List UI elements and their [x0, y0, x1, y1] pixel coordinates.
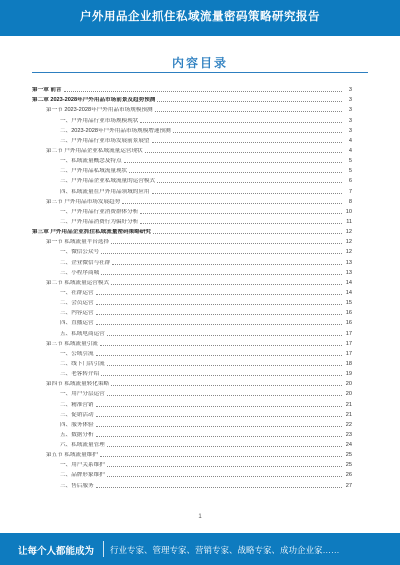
- toc-leader-dots: [107, 335, 342, 336]
- toc-entry-label: 第三节 私域流量引流: [46, 340, 98, 347]
- toc-entry-page: 6: [348, 178, 352, 185]
- toc-leader-dots: [101, 274, 342, 275]
- toc-entry-page: 11: [346, 218, 352, 225]
- toc-entry-label: 四、服务体验: [60, 421, 94, 428]
- toc-leader-dots: [107, 466, 342, 467]
- toc-leader-dots: [96, 426, 342, 427]
- toc-leader-dots: [111, 385, 342, 386]
- toc-entry-label: 一、户外用品行业市场规模现状: [60, 117, 139, 124]
- footer-slogan: 让每个人都能成为: [18, 546, 95, 557]
- toc-entry-label: 一、私域流量概念及特点: [60, 158, 122, 165]
- toc-entry[interactable]: [32, 357, 352, 367]
- toc-entry[interactable]: [32, 235, 352, 245]
- toc-entry-label: 第二章 2023-2028年户外用品市场前景及趋势预测: [32, 97, 156, 104]
- toc-entry-label: 一、公域引流: [60, 350, 94, 357]
- toc-entry-page: 7: [348, 188, 352, 195]
- footer-bar: [0, 533, 400, 565]
- toc-entry[interactable]: [32, 174, 352, 184]
- toc-entry-label: 二、会员运营: [60, 300, 94, 307]
- toc-entry[interactable]: [32, 205, 352, 215]
- toc-entry[interactable]: [32, 387, 352, 397]
- toc-leader-dots: [173, 132, 342, 133]
- toc-leader-dots: [124, 162, 342, 163]
- toc-entry[interactable]: [32, 103, 352, 113]
- toc-entry-label: 第二节 户外用品企业私域流量运营现状: [46, 147, 143, 154]
- toc-entry-label: 四、私域流量在户外用品领域的应用: [60, 188, 150, 195]
- toc-entry-label: 一、户外用品行业消费群体分析: [60, 208, 139, 215]
- toc-leader-dots: [107, 395, 342, 396]
- toc-leader-dots: [101, 375, 342, 376]
- toc-entry-label: 二、户外用品消费行为偏好分析: [60, 218, 139, 225]
- toc-entry-label: 三、售后服务: [60, 482, 94, 489]
- toc-entry-page: 16: [345, 320, 352, 327]
- toc-leader-dots: [129, 172, 342, 173]
- toc-entry-page: 3: [348, 97, 352, 104]
- toc-entry-label: 一、用户关系维护: [60, 462, 105, 469]
- toc-entry-label: 二、线下门店引流: [60, 360, 105, 367]
- toc-entry-page: 5: [348, 158, 352, 165]
- toc-entry-page: 22: [345, 421, 352, 428]
- toc-heading: 内容目录: [171, 56, 228, 70]
- toc-entry[interactable]: [32, 347, 352, 357]
- toc-entry[interactable]: [32, 296, 352, 306]
- toc-entry[interactable]: [32, 397, 352, 407]
- toc-entry-label: 第四节 私域流量转化策略: [46, 381, 110, 388]
- toc-entry-label: 一、用户分层运营: [60, 391, 105, 398]
- toc-entry-page: 12: [345, 249, 352, 256]
- toc-entry-page: 10: [345, 208, 352, 215]
- toc-leader-dots: [140, 122, 342, 123]
- toc-entry[interactable]: [32, 458, 352, 468]
- toc-entry-page: 23: [345, 431, 352, 438]
- toc-entry-page: 3: [348, 127, 352, 134]
- toc-leader-dots: [96, 324, 342, 325]
- toc-entry-page: 8: [348, 198, 352, 205]
- toc-leader-dots: [157, 182, 342, 183]
- toc-entry-label: 第五节 私域流量维护: [46, 452, 98, 459]
- toc-leader-dots: [112, 264, 342, 265]
- footer-tagline: 行业专家、管理专家、营销专家、战略专家、成功企业家……: [110, 545, 340, 555]
- toc-entry[interactable]: [32, 276, 352, 286]
- toc-entry-label: 二、户外用品私域流量现状: [60, 168, 128, 175]
- toc-entry-label: 三、内容运营: [60, 310, 94, 317]
- toc-entry[interactable]: [32, 428, 352, 438]
- toc-entry[interactable]: [32, 195, 352, 205]
- header-bar: [0, 0, 400, 36]
- toc-entry-label: 二、品牌形象维护: [60, 472, 105, 479]
- toc-leader-dots: [107, 476, 342, 477]
- toc-entry[interactable]: [32, 154, 352, 164]
- toc-entry-label: 第三章 户外用品企业抓住私域流量密码策略研究: [32, 229, 152, 236]
- toc-entry-page: 12: [345, 229, 352, 236]
- toc-entry[interactable]: [32, 448, 352, 458]
- toc-entry[interactable]: [32, 468, 352, 478]
- toc-entry[interactable]: [32, 266, 352, 276]
- toc-entry-page: 21: [345, 411, 352, 418]
- toc-entry-page: 13: [345, 259, 352, 266]
- toc-entry-page: 21: [345, 401, 352, 408]
- toc-entry-label: 三、户外用品行业市场发展前景展望: [60, 137, 150, 144]
- toc-entry[interactable]: [32, 478, 352, 488]
- toc-entry[interactable]: [32, 184, 352, 194]
- toc-entry-page: 26: [345, 472, 352, 479]
- toc-entry-page: 18: [345, 360, 352, 367]
- toc-entry-page: 4: [348, 147, 352, 154]
- toc-leader-dots: [96, 436, 342, 437]
- toc-leader-dots: [111, 243, 342, 244]
- toc-leader-dots: [64, 91, 342, 92]
- toc-leader-dots: [96, 406, 342, 407]
- toc-entry-label: 二、精准营销: [60, 401, 94, 408]
- toc-entry-label: 第一节 私域流量平台选择: [46, 239, 110, 246]
- toc-entry[interactable]: [32, 286, 352, 296]
- toc-entry[interactable]: [32, 316, 352, 326]
- toc-divider: [32, 72, 368, 73]
- toc-entry-page: 19: [345, 371, 352, 378]
- toc-leader-dots: [153, 233, 342, 234]
- toc-leader-dots: [101, 253, 342, 254]
- toc-entry[interactable]: [32, 164, 352, 174]
- toc-entry-page: 20: [345, 381, 352, 388]
- toc-entry[interactable]: [32, 144, 352, 154]
- toc-leader-dots: [96, 314, 342, 315]
- toc-entry-page: 14: [345, 289, 352, 296]
- toc-entry-page: 13: [345, 269, 352, 276]
- toc-entry-label: 第三节 户外用品市场发展趋势: [46, 198, 121, 205]
- toc-entry-label: 三、小程序商城: [60, 269, 100, 276]
- toc-entry-page: 5: [348, 168, 352, 175]
- toc-entry[interactable]: [32, 93, 352, 103]
- toc-leader-dots: [96, 487, 342, 488]
- toc-entry[interactable]: [32, 377, 352, 387]
- toc-entry-page: 3: [348, 107, 352, 114]
- toc-entry-label: 三、户外用品企业私域流量的运营模式: [60, 178, 156, 185]
- toc-leader-dots: [107, 365, 342, 366]
- toc-entry[interactable]: [32, 113, 352, 123]
- table-of-contents: [32, 83, 352, 489]
- toc-entry-label: 一、社群运营: [60, 289, 94, 296]
- toc-entry-label: 四、直播运营: [60, 320, 94, 327]
- toc-entry-label: 第二节 私域流量运营模式: [46, 279, 110, 286]
- toc-entry[interactable]: [32, 134, 352, 144]
- toc-entry[interactable]: [32, 215, 352, 225]
- toc-leader-dots: [96, 355, 342, 356]
- toc-leader-dots: [155, 111, 342, 112]
- toc-leader-dots: [122, 203, 342, 204]
- page-number: 1: [198, 514, 202, 520]
- toc-entry[interactable]: [32, 337, 352, 347]
- toc-leader-dots: [96, 416, 342, 417]
- toc-leader-dots: [96, 294, 342, 295]
- footer-divider: [103, 541, 104, 557]
- toc-entry-page: 4: [348, 137, 352, 144]
- toc-entry-label: 第一节 2023-2028年户外用品市场规模预测: [46, 107, 153, 114]
- toc-entry-page: 14: [345, 279, 352, 286]
- toc-entry-page: 15: [345, 300, 352, 307]
- toc-entry[interactable]: [32, 225, 352, 235]
- toc-entry-page: 24: [345, 442, 352, 449]
- toc-entry[interactable]: [32, 408, 352, 418]
- toc-entry[interactable]: [32, 124, 352, 134]
- toc-leader-dots: [100, 456, 342, 457]
- toc-entry-page: 3: [348, 117, 352, 124]
- toc-entry[interactable]: [32, 306, 352, 316]
- toc-entry-label: 第一章 前言: [32, 87, 62, 94]
- toc-entry-page: 20: [345, 391, 352, 398]
- toc-entry[interactable]: [32, 255, 352, 265]
- toc-entry-page: 12: [345, 239, 352, 246]
- toc-leader-dots: [157, 101, 342, 102]
- toc-entry[interactable]: [32, 438, 352, 448]
- toc-leader-dots: [152, 193, 342, 194]
- toc-leader-dots: [96, 304, 342, 305]
- toc-entry[interactable]: [32, 367, 352, 377]
- document-title: 户外用品企业抓住私域流量密码策略研究报告: [80, 11, 320, 23]
- toc-entry-label: 一、微信公众号: [60, 249, 100, 256]
- toc-entry-page: 25: [345, 452, 352, 459]
- toc-leader-dots: [140, 223, 342, 224]
- toc-entry-label: 三、老客转介绍: [60, 371, 100, 378]
- toc-entry-page: 27: [345, 482, 352, 489]
- toc-leader-dots: [100, 345, 342, 346]
- toc-leader-dots: [140, 213, 342, 214]
- toc-entry-page: 17: [345, 330, 352, 337]
- toc-entry[interactable]: [32, 245, 352, 255]
- toc-entry-label: 五、数据分析: [60, 431, 94, 438]
- toc-entry-label: 二、企业微信与社群: [60, 259, 111, 266]
- toc-entry-label: 五、私域电商运营: [60, 330, 105, 337]
- toc-entry[interactable]: [32, 326, 352, 336]
- toc-entry-page: 17: [345, 350, 352, 357]
- toc-entry-page: 17: [345, 340, 352, 347]
- toc-leader-dots: [145, 152, 342, 153]
- toc-entry-page: 3: [348, 87, 352, 94]
- toc-entry-label: 三、促销活动: [60, 411, 94, 418]
- toc-leader-dots: [152, 142, 342, 143]
- toc-entry[interactable]: [32, 418, 352, 428]
- toc-entry-label: 二、2023-2028年户外用品市场规模增速预测: [60, 127, 171, 134]
- toc-entry-page: 25: [345, 462, 352, 469]
- toc-leader-dots: [107, 446, 342, 447]
- toc-entry[interactable]: [32, 83, 352, 93]
- toc-entry-label: 六、私域流量管理: [60, 442, 105, 449]
- toc-leader-dots: [111, 284, 342, 285]
- toc-entry-page: 16: [345, 310, 352, 317]
